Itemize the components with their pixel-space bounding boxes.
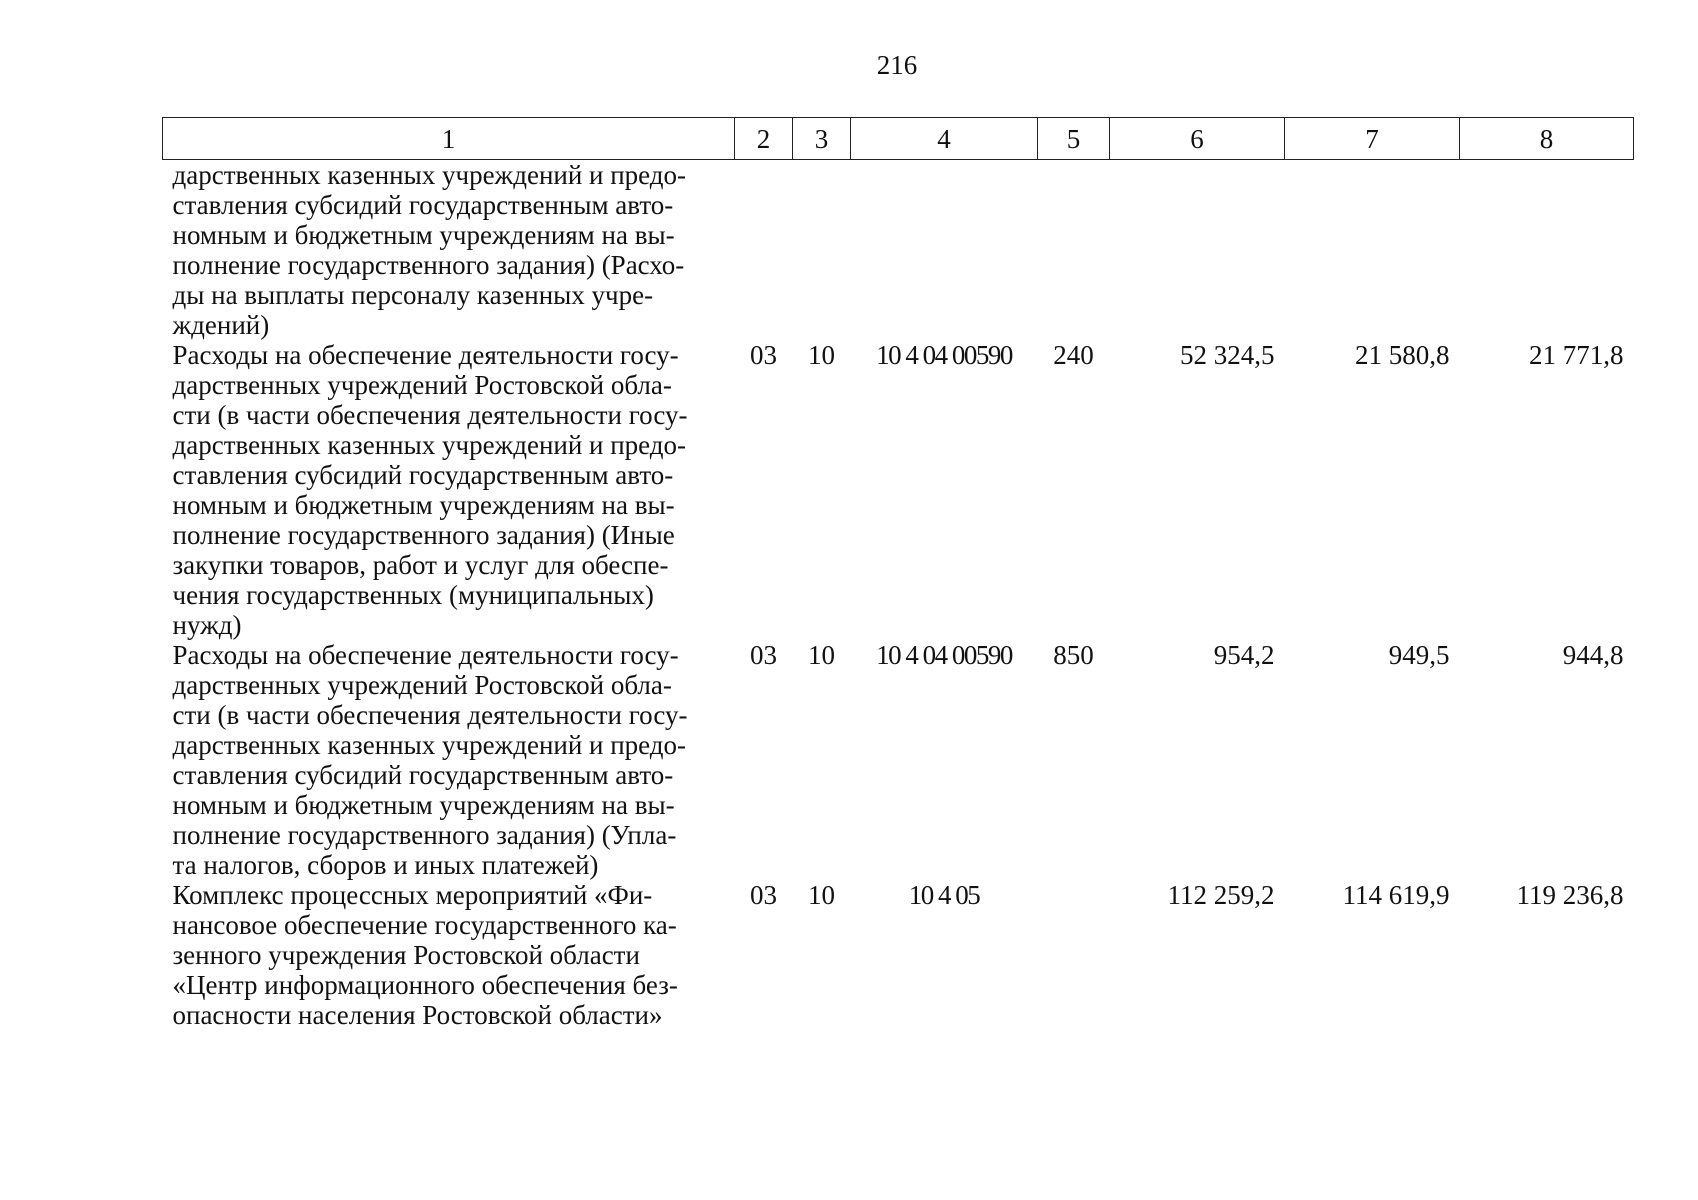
cell-amount-7: 949,5 <box>1388 640 1450 670</box>
cell-target-code: 10 4 04 00590 <box>876 640 1012 670</box>
description-line: зенного учреждения Ростовской области <box>172 940 640 970</box>
row-description <box>163 340 735 640</box>
cell-expense-type <box>1038 880 1110 1030</box>
description-line: нансовое обеспечение государственного ка- <box>172 910 677 940</box>
row-description <box>163 880 735 1030</box>
cell-section: 03 <box>750 880 777 910</box>
table-row <box>163 340 1634 640</box>
description-line: «Центр информационного обеспечения без- <box>172 970 678 1000</box>
cell-amount-8: 21 771,8 <box>1529 340 1624 370</box>
cell-subsection: 10 <box>808 640 835 670</box>
description-line: полнение государственного задания) (Упла- <box>172 820 677 850</box>
column-header: 2 <box>735 118 793 160</box>
budget-table <box>162 117 1634 1030</box>
description-line: сти (в части обеспечения деятельности госу- <box>172 400 688 430</box>
description-line: та налогов, сборов и иных платежей) <box>172 850 599 880</box>
cell-amount-8: 944,8 <box>1562 640 1624 670</box>
cell-expense-type <box>1038 160 1110 341</box>
cell-amount-8 <box>1460 160 1634 341</box>
description-line: чения государственных (муниципальных) <box>172 580 654 610</box>
description-line: ставления субсидий государственным авто- <box>172 190 674 220</box>
cell-amount-6 <box>1110 160 1285 341</box>
description-line: дарственных казенных учреждений и предо- <box>172 430 687 460</box>
description-line: ставления субсидий государственным авто- <box>172 460 674 490</box>
table-header-row <box>163 118 1634 160</box>
cell-subsection: 10 <box>808 340 835 370</box>
description-line: ждений) <box>172 310 270 340</box>
table-row <box>163 880 1634 1030</box>
cell-amount-7: 114 619,9 <box>1342 880 1450 910</box>
table-row <box>163 160 1634 341</box>
column-header: 8 <box>1460 118 1634 160</box>
column-header: 3 <box>793 118 851 160</box>
cell-amount-8: 119 236,8 <box>1516 880 1624 910</box>
cell-subsection: 10 <box>808 880 835 910</box>
description-line: Комплекс процессных мероприятий «Фи- <box>172 880 653 910</box>
description-line: полнение государственного задания) (Иные <box>172 520 675 550</box>
row-description <box>163 640 735 880</box>
description-line: полнение государственного задания) (Расхо- <box>172 250 685 280</box>
description-line: номным и бюджетным учреждениям на вы- <box>172 220 675 250</box>
cell-subsection <box>793 160 851 341</box>
description-line: номным и бюджетным учреждениям на вы- <box>172 790 675 820</box>
cell-amount-7: 21 580,8 <box>1355 340 1450 370</box>
column-header: 5 <box>1038 118 1110 160</box>
cell-section <box>735 160 793 341</box>
description-line: нужд) <box>172 610 242 640</box>
cell-target-code <box>851 160 1038 341</box>
cell-expense-type: 850 <box>1053 640 1094 670</box>
cell-amount-7 <box>1285 160 1460 341</box>
description-line: дарственных учреждений Ростовской обла- <box>172 370 672 400</box>
cell-amount-6: 954,2 <box>1213 640 1275 670</box>
description-line: ставления субсидий государственным авто- <box>172 760 674 790</box>
cell-amount-6: 112 259,2 <box>1167 880 1275 910</box>
row-description <box>163 160 735 341</box>
page-number: 216 <box>876 50 918 80</box>
description-line: ды на выплаты персоналу казенных учре- <box>172 280 654 310</box>
table-row <box>163 640 1634 880</box>
column-header: 1 <box>163 118 735 160</box>
column-header: 7 <box>1285 118 1460 160</box>
description-line: опасности населения Ростовской области» <box>172 1000 663 1030</box>
description-line: сти (в части обеспечения деятельности госу- <box>172 700 688 730</box>
description-line: номным и бюджетным учреждениям на вы- <box>172 490 675 520</box>
description-line: дарственных казенных учреждений и предо- <box>172 730 687 760</box>
description-line: Расходы на обеспечение деятельности госу- <box>172 340 679 370</box>
cell-expense-type: 240 <box>1053 340 1094 370</box>
description-line: дарственных казенных учреждений и предо- <box>172 160 687 190</box>
column-header: 6 <box>1110 118 1285 160</box>
cell-amount-6: 52 324,5 <box>1180 340 1275 370</box>
description-line: дарственных учреждений Ростовской обла- <box>172 670 672 700</box>
description-line: Расходы на обеспечение деятельности госу- <box>172 640 679 670</box>
description-line: закупки товаров, работ и услуг для обеспе- <box>172 550 669 580</box>
column-header: 4 <box>851 118 1038 160</box>
cell-target-code: 10 4 05 <box>908 880 980 910</box>
cell-target-code: 10 4 04 00590 <box>876 340 1012 370</box>
cell-section: 03 <box>750 340 777 370</box>
cell-section: 03 <box>750 640 777 670</box>
